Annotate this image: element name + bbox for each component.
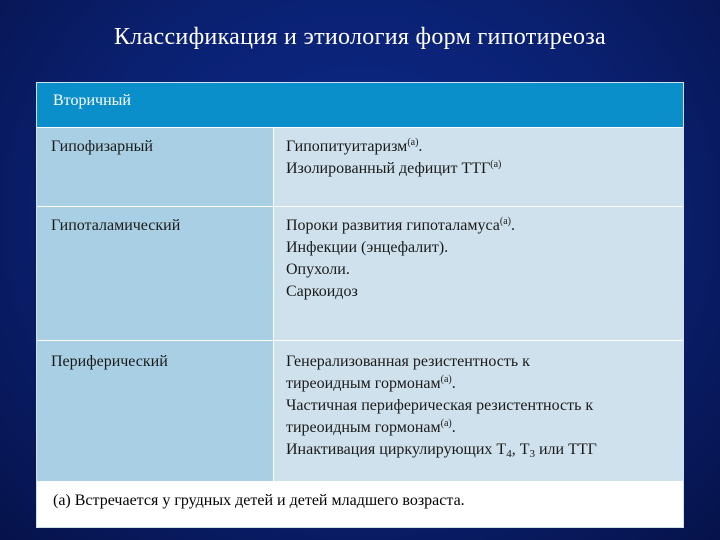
etiology-line: Опухоли. (286, 261, 350, 278)
etiology-line: Инактивация циркулирующих $Т_4$, $Т_3$ или ТТГ (286, 441, 597, 460)
table-footnote: (а) Встречается у грудных детей и детей младшего возраста. (37, 482, 683, 527)
table-row (37, 207, 683, 341)
row-label: Гипофизарный (37, 128, 274, 206)
slide-title: Классификация и этиология форм гипотиреоза (113, 24, 607, 50)
etiology-line: Гипопитуитаризм$^{(а)}$. (286, 137, 423, 155)
row-etiology (274, 341, 683, 481)
etiology-line: Частичная периферическая резистентность к (286, 397, 594, 414)
table-header: Вторичный (37, 83, 683, 128)
row-label: Гипоталамический (37, 207, 274, 340)
etiology-line: Генерализованная резистентность к (286, 353, 530, 370)
etiology-line: Изолированный дефицит $ТТГ^{(а)}$ (286, 159, 502, 177)
etiology-line: Инфекции (энцефалит). (286, 239, 449, 256)
row-label: Периферический (37, 341, 274, 481)
row-etiology (274, 207, 683, 340)
etiology-line: тиреоидным гормонам$^{(а)}$. (286, 374, 456, 392)
table-row (37, 341, 683, 482)
classification-table (36, 82, 684, 528)
etiology-line: Саркоидоз (286, 283, 358, 300)
etiology-line: Пороки развития гипоталамуса$^{(а)}$. (286, 216, 515, 234)
etiology-line: тиреоидным гормонам$^{(а)}$. (286, 418, 456, 436)
table-row (37, 128, 683, 207)
row-etiology (274, 128, 683, 206)
